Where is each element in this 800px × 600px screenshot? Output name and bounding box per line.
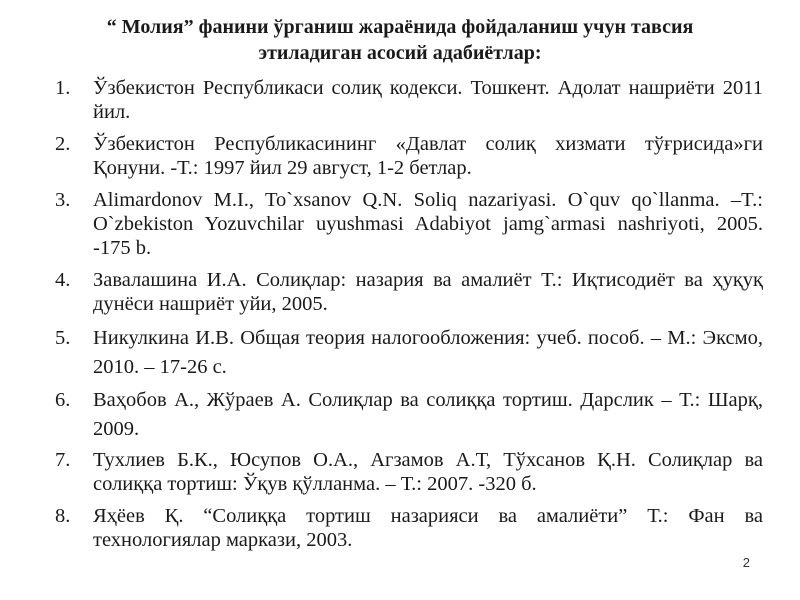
reference-item bbox=[55, 448, 763, 496]
reference-text: Тухлиев Б.К., Юсупов О.А., Агзамов А.Т, Тўхсанов Қ.Н. Солиқлар ва солиққа тортиш: Ўқув қўлланма. – Т.: 2007. -320 б. bbox=[93, 449, 763, 495]
title-line-2: этиладиган асосий адабиётлар: bbox=[258, 42, 542, 64]
reference-text: Никулкина И.В. Общая теория налогообложения: учеб. пособ. – М.: Эксмо, 2010. – 17-26 с. bbox=[93, 327, 763, 378]
reference-item bbox=[55, 504, 763, 552]
reference-item bbox=[55, 268, 763, 316]
reference-text: Alimardonov M.I., To`xsanov Q.N. Soliq nazariyasi. O`quv qo`llanma. –T.: O`zbekiston Yozuvchilar uyushmasi Adabiyot jamg`armasi nashriyoti, 2005. -175 b. bbox=[93, 189, 763, 259]
reference-number: 1. bbox=[55, 77, 71, 99]
reference-item bbox=[55, 132, 763, 180]
reference-number: 5. bbox=[55, 327, 71, 349]
reference-number: 6. bbox=[55, 389, 71, 411]
reference-number: 7. bbox=[55, 449, 71, 471]
reference-list bbox=[55, 76, 763, 560]
title-line-1: “ Молия” фанини ўрганиш жараёнида фойдаланиш учун тавсия bbox=[106, 16, 694, 38]
reference-item bbox=[55, 386, 763, 444]
reference-text: Ваҳобов А., Жўраев А. Солиқлар ва солиққа тортиш. Дарслик – Т.: Шарқ, 2009. bbox=[93, 389, 763, 440]
reference-item bbox=[55, 324, 763, 382]
reference-item bbox=[55, 188, 763, 260]
reference-number: 3. bbox=[55, 189, 71, 211]
reference-text: Ўзбекистон Республикасининг «Давлат солиқ хизмати тўғрисида»ги Қонуни. -Т.: 1997 йил 29 август, 1-2 бетлар. bbox=[93, 133, 763, 179]
reference-text: Яҳёев Қ. “Солиққа тортиш назарияси ва амалиёти” Т.: Фан ва технологиялар маркази, 2003. bbox=[93, 505, 763, 551]
reference-number: 2. bbox=[55, 133, 71, 155]
page-number: 2 bbox=[742, 555, 750, 570]
reference-text: Ўзбекистон Республикаси солиқ кодекси. Тошкент. Адолат нашриёти 2011 йил. bbox=[93, 77, 763, 123]
reference-text: Завалашина И.А. Солиқлар: назария ва амалиёт Т.: Иқтисодиёт ва ҳуқуқ дунёси нашриёт уйи, 2005. bbox=[93, 269, 763, 315]
page-title bbox=[40, 14, 760, 66]
reference-number: 4. bbox=[55, 269, 71, 291]
reference-number: 8. bbox=[55, 505, 71, 527]
reference-item bbox=[55, 76, 763, 124]
